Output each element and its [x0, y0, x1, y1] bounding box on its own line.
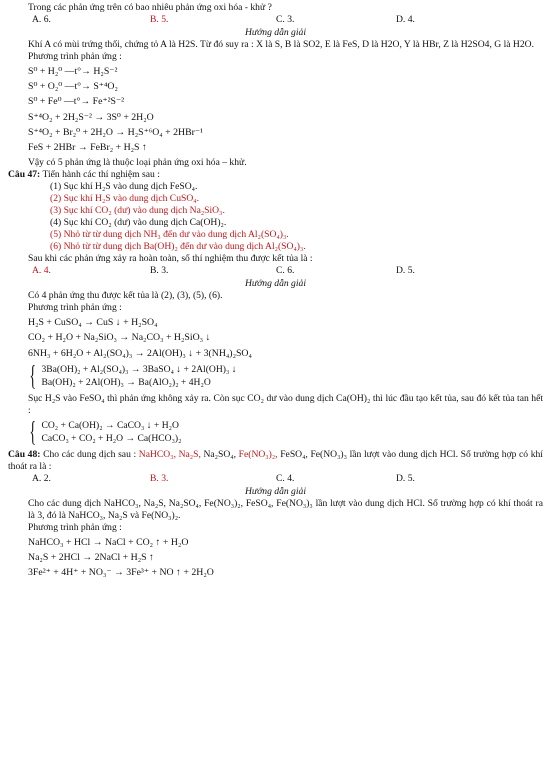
q47-item: (4) Sục khí CO₂ (dư) vào dung dịch Ca(OH)₂. [50, 217, 227, 229]
q47-label: Câu 47: [8, 169, 41, 181]
q47-question: Sau khi các phản ứng xảy ra hoàn toàn, số thí nghiệm thu được kết tủa là : [28, 253, 313, 265]
q48-option-a: A. 2. [32, 472, 51, 484]
q46-option-d: D. 4. [396, 13, 415, 25]
q46-explanation: Khí A có mùi trứng thối, chứng tỏ A là H2S. Từ đó suy ra : X là S, B là SO2, E là FeS, D là H2O, Y là HBr, Z là H2SO4, G là H2O. [28, 38, 534, 50]
q48-stem [8, 449, 543, 473]
q46-option-a: A. 6. [32, 13, 51, 25]
q48-options [8, 473, 543, 486]
q46-hint-heading: Hướng dẫn giải [245, 26, 306, 38]
q47-item: (1) Sục khí H₂S vào dung dịch FeSO₄. [50, 181, 198, 193]
q47-options [8, 265, 543, 278]
q48-chem-3: Fe(NO₃)₂, [238, 448, 278, 460]
q48-option-b: B. 3. [150, 472, 169, 484]
q48-chem-4: FeSO₄, Fe(NO₃)₃ [280, 448, 347, 460]
q46-options [8, 14, 543, 27]
q47-item: (5) Nhỏ từ từ dung dịch NH₃ đến dư vào dung dịch Al₂(SO₄)₃. [50, 229, 289, 241]
q46-equation: FeS + 2HBr → FeBr₂ + H₂S ↑ [28, 142, 147, 154]
q48-explanation: Cho các dung dịch NaHCO₃, Na₂S, Na₂SO₄, Fe(NO₃)₂, FeSO₄, Fe(NO₃)₃ lần lượt vào dung dịch HCl. Số trường hợp có khí thoát ra là 3, đó là NaHCO₃, Na₂S và Fe(NO₃)₂. [28, 497, 543, 521]
q48-option-d: D. 5. [396, 472, 415, 484]
q48-equation: NaHCO₃ + HCl → NaCl + CO₂ ↑ + H₂O [28, 536, 189, 548]
q47-item: (2) Sục khí H₂S vào dung dịch CuSO₄. [50, 193, 199, 205]
q48-option-c: C. 4. [276, 472, 295, 484]
q47-option-a: A. 4. [32, 265, 51, 277]
brace-symbol: { [29, 416, 37, 448]
q46-option-c: C. 3. [276, 13, 295, 25]
q47-option-b: B. 3. [150, 265, 169, 277]
q48-equation: 3Fe²⁺ + 4H⁺ + NO₃⁻ → 3Fe³⁺ + NO ↑ + 2H₂O [28, 567, 214, 579]
q46-stem: Trong các phản ứng trên có bao nhiêu phản ứng oxi hóa - khử ? [28, 2, 272, 13]
q46-equation-title: Phương trình phản ứng : [28, 50, 122, 62]
q48-equation-title: Phương trình phản ứng : [28, 521, 122, 533]
q47-stem: Tiến hành các thí nghiệm sau : [42, 169, 160, 181]
q47-item: (6) Nhỏ từ từ dung dịch Ba(OH)₂ đến dư vào dung dịch Al₂(SO₄)₃. [50, 241, 306, 253]
q47-item: (3) Sục khí CO₂ (dư) vào dung dịch Na₂SiO₃. [50, 205, 225, 217]
q47-equation: CO₂ + H₂O + Na₂SiO₃ → Na₂CO₃ + H₂SiO₃ ↓ [28, 332, 211, 344]
q48-chem-2: Na₂SO₄, [203, 448, 237, 460]
q48-stem-start: Cho các dung dịch sau : [43, 448, 137, 460]
q48-chem-1: NaHCO₃, Na₂S, [138, 448, 201, 460]
q48-hint-heading: Hướng dẫn giải [245, 485, 306, 497]
q48-stem-end: lần lượt vào dung dịch HCl. Số trường hợp có khí thoát ra là : [8, 448, 543, 472]
q47-equation-title: Phương trình phản ứng : [28, 302, 122, 314]
q47-system1-line: Ba(OH)₂ + 2Al(OH)₃ → Ba(AlO₂)₂ + 4H₂O [41, 377, 211, 389]
q47-option-d: D. 5. [396, 265, 415, 277]
q47-explanation: Có 4 phản ứng thu được kết tủa là (2), (3), (5), (6). [28, 290, 223, 302]
q47-note: Sục H₂S vào FeSO₄ thì phản ứng không xảy ra. Còn sục CO₂ dư vào dung dịch Ca(OH)₂ thì lúc đầu tạo kết tủa, sau đó kết tủa tan hết : [28, 392, 543, 416]
q46-equation: S⁰ + O₂⁰ —t°→ S⁺⁴O₂ [28, 81, 118, 93]
q47-equation-system-2 [8, 416, 543, 448]
q47-hint-heading: Hướng dẫn giải [245, 278, 306, 290]
q47-system2-line: CO₂ + Ca(OH)₂ → CaCO₃ ↓ + H₂O [41, 420, 179, 432]
q47-system1-line: 3Ba(OH)₂ + Al₂(SO₄)₃ → 3BaSO₄ ↓ + 2Al(OH)₃ ↓ [41, 364, 237, 376]
q47-stem-line [8, 169, 543, 181]
q47-equation-system-1 [8, 360, 543, 392]
q48-label: Câu 48: [8, 448, 41, 460]
q46-equation: S⁺⁴O₂ + 2H₂S⁻² → 3S⁰ + 2H₂O [28, 111, 154, 123]
q46-option-b: B. 5. [150, 13, 169, 25]
q47-equation: H₂S + CuSO₄ → CuS ↓ + H₂SO₄ [28, 317, 158, 329]
q48-equation: Na₂S + 2HCl → 2NaCl + H₂S ↑ [28, 551, 154, 563]
q46-equation: S⁰ + Fe⁰ —t°→ Fe⁺²S⁻² [28, 96, 125, 108]
q47-option-c: C. 6. [276, 265, 295, 277]
q47-system2-line: CaCO₃ + CO₂ + H₂O → Ca(HCO₃)₂ [41, 433, 182, 445]
q47-equation: 6NH₃ + 6H₂O + Al₂(SO₄)₃ → 2Al(OH)₃ ↓ + 3(NH₄)₂SO₄ [28, 347, 252, 359]
q46-equation: S⁰ + H₂⁰ —t°→ H₂S⁻² [28, 65, 118, 77]
brace-symbol: { [29, 360, 37, 392]
q46-equation: S⁺⁴O₂ + Br₂⁰ + 2H₂O → H₂S⁺⁶O₄ + 2HBr⁻¹ [28, 126, 203, 138]
q46-conclusion: Vậy có 5 phản ứng là thuộc loại phản ứng oxi hóa – khử. [28, 157, 247, 169]
